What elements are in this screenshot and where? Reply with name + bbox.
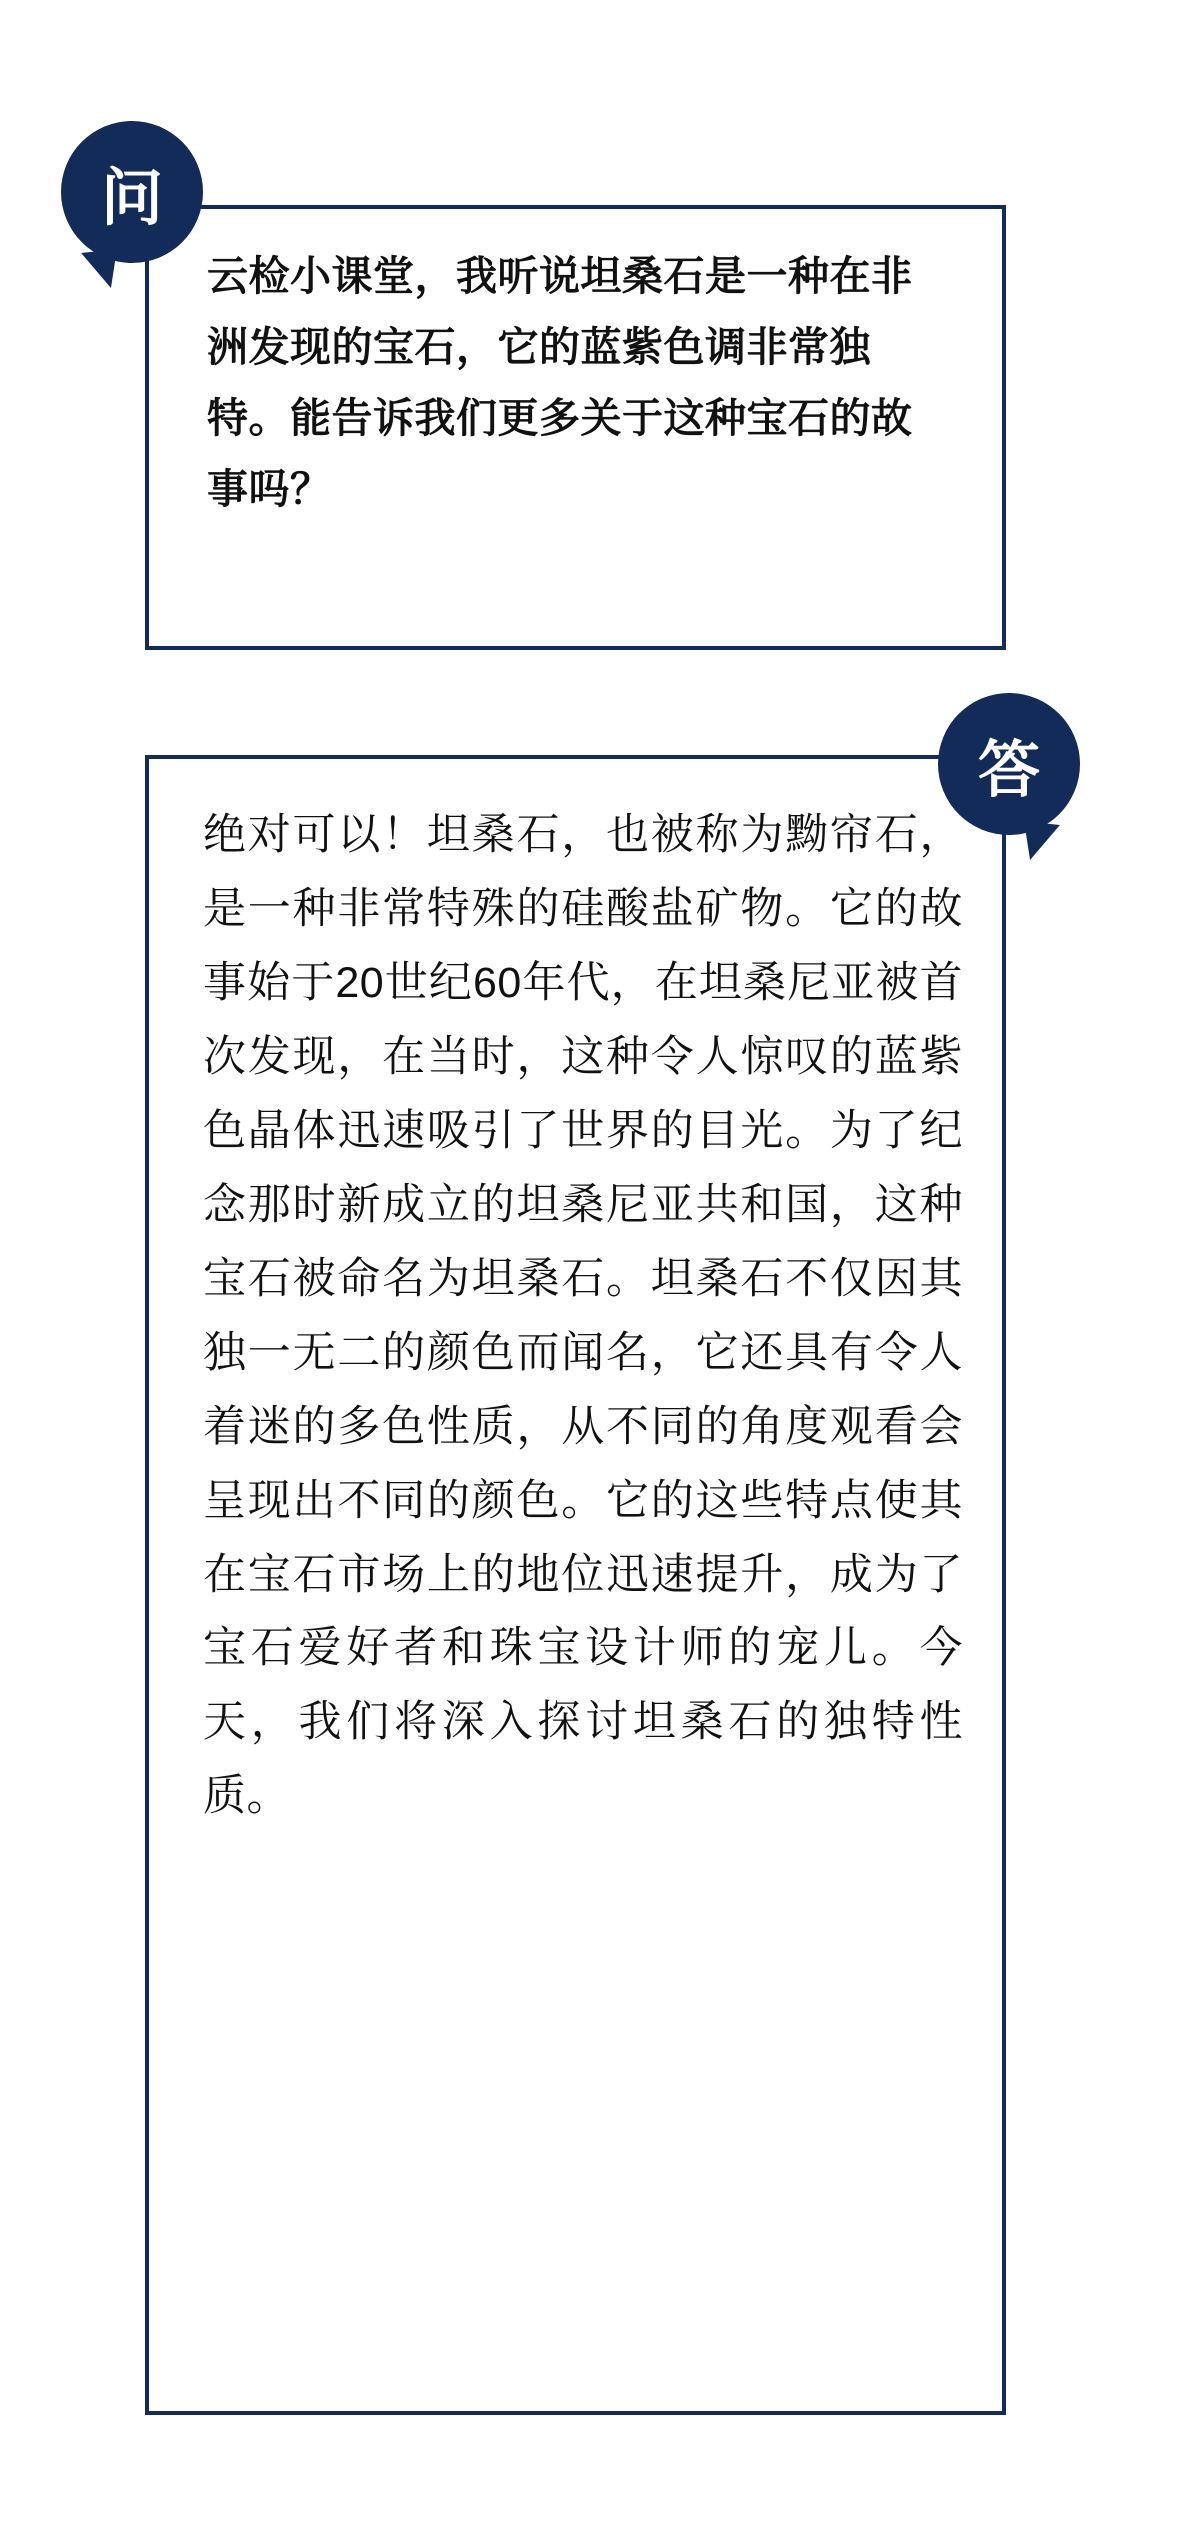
- speech-bubble-tail-icon: [81, 249, 121, 291]
- speech-bubble-tail-icon: [1020, 821, 1060, 863]
- question-badge: [61, 121, 203, 263]
- question-block: [145, 205, 1006, 650]
- answer-block: [145, 755, 1006, 2415]
- question-badge-label: 问: [100, 163, 163, 233]
- answer-text: 绝对可以！坦桑石，也被称为黝帘石，是一种非常特殊的硅酸盐矿物。它的故事始于20世纪60年代，在坦桑尼亚被首次发现，在当时，这种令人惊叹的蓝紫色晶体迅速吸引了世界的目光。为了纪念那时新成立的坦桑尼亚共和国，这种宝石被命名为坦桑石。坦桑石不仅因其独一无二的颜色而闻名，它还具有令人着迷的多色性质，从不同的角度观看会呈现出不同的颜色。它的这些特点使其在宝石市场上的地位迅速提升，成为了宝石爱好者和珠宝设计师的宠儿。今天，我们将深入探讨坦桑石的独特性质。: [203, 811, 963, 1821]
- answer-badge: [938, 693, 1080, 835]
- question-text: 云检小课堂，我听说坦桑石是一种在非洲发现的宝石，它的蓝紫色调非常独特。能告诉我们更多关于这种宝石的故事吗？: [207, 253, 913, 512]
- answer-badge-label: 答: [977, 735, 1040, 805]
